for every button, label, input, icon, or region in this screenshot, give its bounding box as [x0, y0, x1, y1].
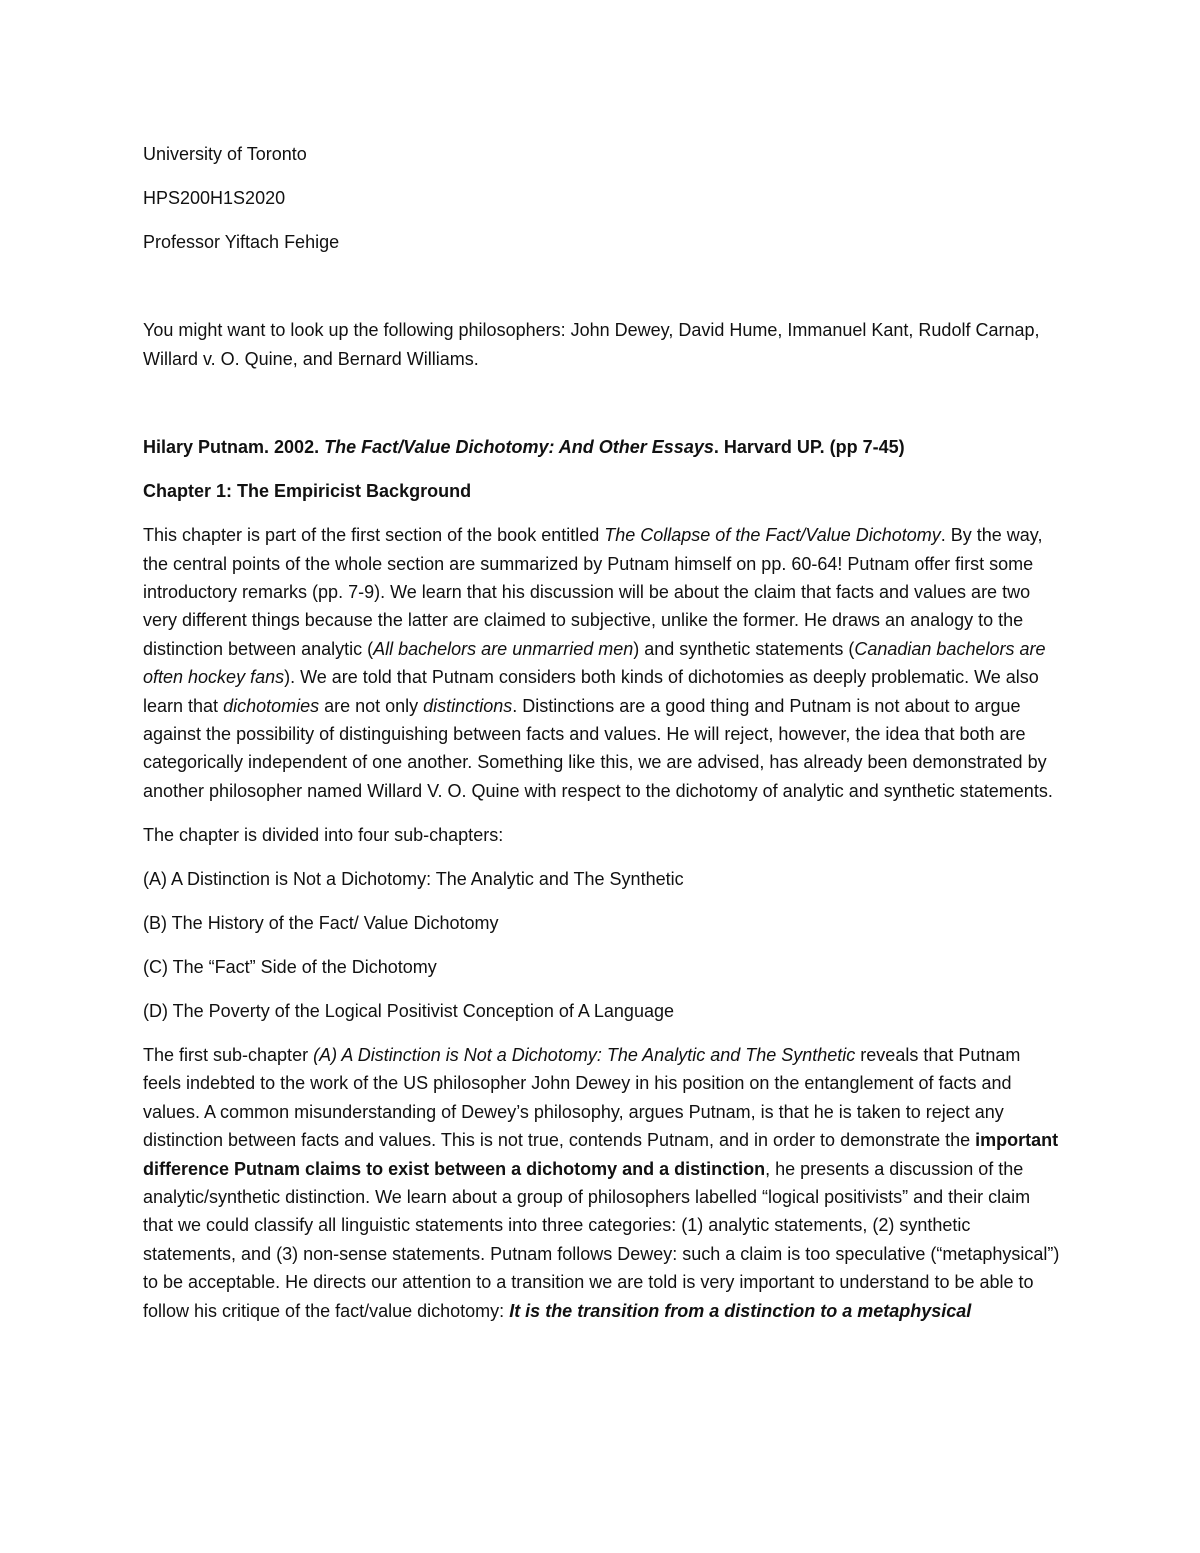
- emphasis-bold: important difference Putnam claims to exist between a dichotomy and a distinction: [143, 1130, 1059, 1179]
- citation-line: [143, 433, 1063, 461]
- chapter-heading: Chapter 1: The Empiricist Background: [143, 481, 472, 502]
- subchapter-d: (D) The Poverty of the Logical Positivist Conception of A Language: [143, 1000, 674, 1021]
- subchapter-b: (B) The History of the Fact/ Value Dichotomy: [143, 912, 499, 933]
- citation-book-title: The Fact/Value Dichotomy: And Other Essays: [324, 437, 714, 458]
- professor-line: Professor Yiftach Fehige: [143, 232, 340, 252]
- document-page: [143, 140, 1063, 1325]
- text-run: reveals that Putnam feels indebted to the work of the US philosopher John Dewey in his position on the entanglement of facts and values. A common misunderstanding of Dewey’s philosophy, argues Putnam, is that he is taken to reject any distinction between facts and values. This is not true, contends Putnam, and in order to demonstrate the: [143, 1044, 1021, 1151]
- subchapter-a-discussion-paragraph: [143, 1041, 1063, 1325]
- analytic-example-italic: All bachelors are unmarried men: [373, 638, 634, 659]
- text-run: ) and synthetic statements (: [633, 638, 855, 659]
- section-title-italic: The Collapse of the Fact/Value Dichotomy: [604, 525, 941, 546]
- citation-publisher: . Harvard UP. (pp 7-45): [713, 437, 905, 458]
- subchapter-intro-paragraph: The chapter is divided into four sub-chapters:: [143, 824, 504, 845]
- text-run: ). We are told that Putnam considers both kinds of dichotomies as deeply problematic. We also learn that: [143, 667, 1039, 716]
- text-run: . By the way, the central points of the whole section are summarized by Putnam himself on pp. 60-64! Putnam offer first some introductory remarks (pp. 7-9). We learn that his discussion will be about the claim that facts and values are two very different things because the latter are claimed to subjective, unlike the former. He draws an analogy to the distinction between analytic (: [143, 525, 1043, 659]
- intro-paragraph: You might want to look up the following philosophers: John Dewey, David Hume, Immanuel Kant, Rudolf Carnap, Willard v. O. Quine, and Bernard Williams.: [143, 320, 1040, 369]
- citation-author-year: Hilary Putnam. 2002.: [143, 437, 325, 458]
- subchapter-a: (A) A Distinction is Not a Dichotomy: The Analytic and The Synthetic: [143, 868, 684, 889]
- emphasis-bold-italic: It is the transition from a distinction to a metaphysical: [509, 1300, 972, 1321]
- text-run: . Distinctions are a good thing and Putnam is not about to argue against the possibility of distinguishing between facts and values. He will reject, however, the idea that both are categorically independent of one another. Something like this, we are advised, has already been demonstrated by another philosopher named Willard V. O. Quine with respect to the dichotomy of analytic and synthetic statements.: [143, 695, 1053, 801]
- distinctions-italic: distinctions: [423, 695, 513, 716]
- chapter-overview-paragraph: [143, 521, 1063, 805]
- text-run: are not only: [319, 695, 424, 716]
- synthetic-example-italic: Canadian bachelors are often hockey fans: [143, 638, 1046, 688]
- text-run: This chapter is part of the first section of the book entitled: [143, 525, 605, 546]
- text-run: The first sub-chapter: [143, 1044, 314, 1065]
- subchapter-title-italic: (A) A Distinction is Not a Dichotomy: The Analytic and The Synthetic: [313, 1044, 856, 1065]
- institution-line: University of Toronto: [143, 144, 307, 164]
- subchapter-c: (C) The “Fact” Side of the Dichotomy: [143, 956, 437, 977]
- dichotomies-italic: dichotomies: [223, 695, 320, 716]
- course-code-line: HPS200H1S2020: [143, 188, 286, 208]
- text-run: , he presents a discussion of the analytic/synthetic distinction. We learn about a group of philosophers labelled “logical positivists” and their claim that we could classify all linguistic statements into three categories: (1) analytic statements, (2) synthetic statements, and (3) non-sense statements. Putnam follows Dewey: such a claim is too speculative (“metaphysical”) to be acceptable. He directs our attention to a transition we are told is very important to understand to be able to follow his critique of the fact/value dichotomy:: [143, 1158, 1060, 1321]
